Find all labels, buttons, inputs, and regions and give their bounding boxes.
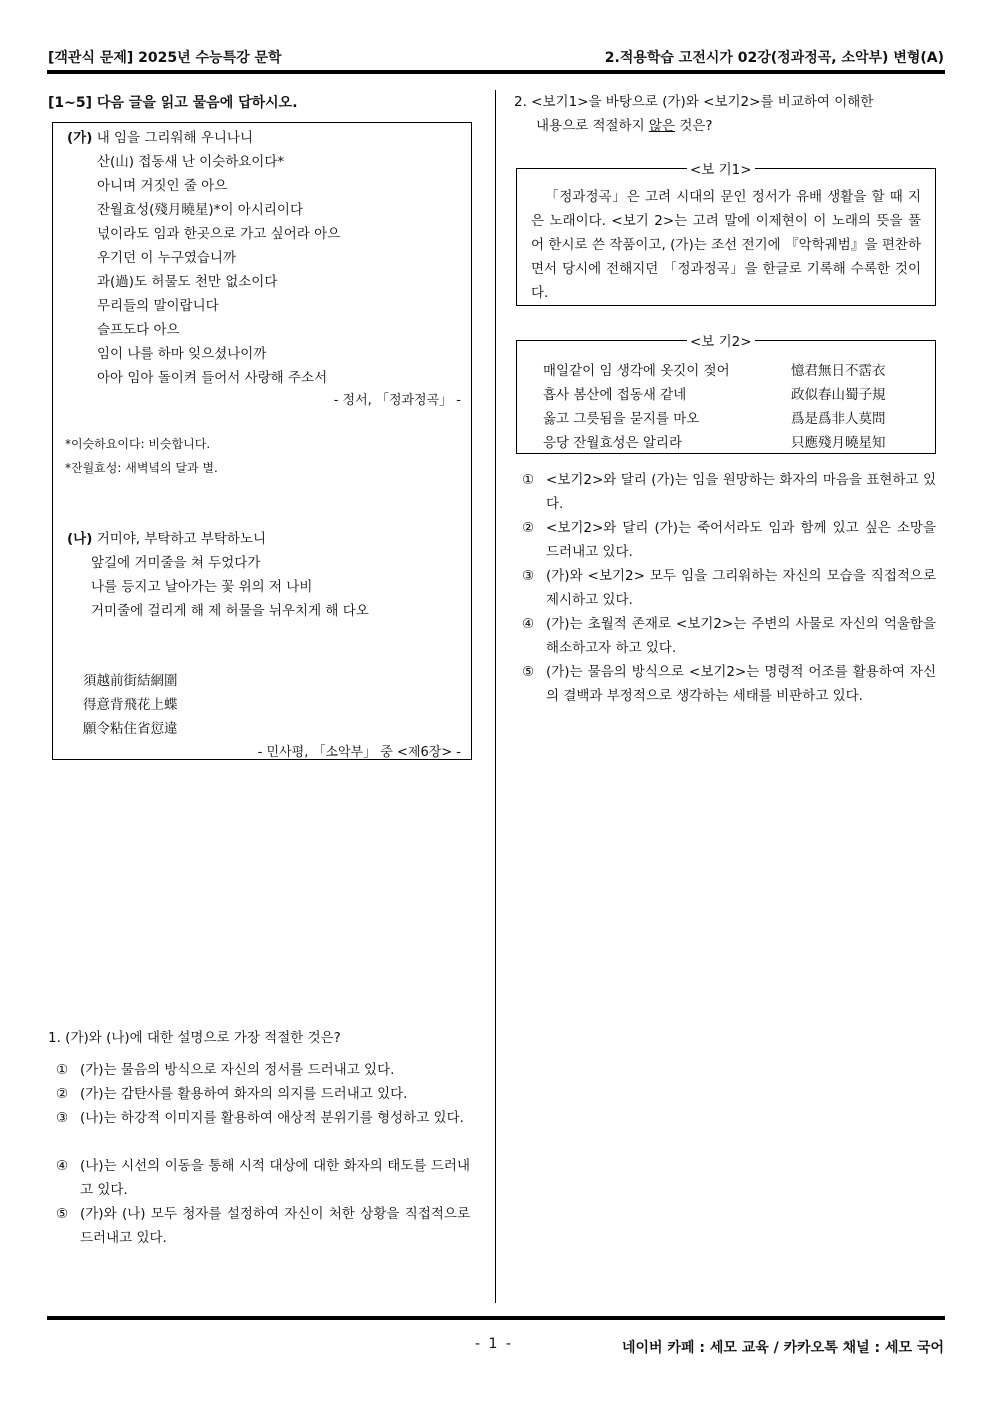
question-1-stem: 1. (가)와 (나)에 대한 설명으로 가장 적절한 것은? <box>48 1030 341 1046</box>
poem-line: 무리들의 말이랍니다 <box>97 298 219 314</box>
footnote: *이슷하요이다: 비슷합니다. <box>65 437 211 451</box>
poem-line: (가) 내 임을 그리워해 우니나니 <box>67 130 254 146</box>
footer-channel: 네이버 카페 : 세모 교육 / 카카오톡 채널 : 세모 국어 <box>621 1340 944 1356</box>
bogi2-hanja-line: 憶君無日不霑衣 <box>791 363 886 379</box>
q1-option-2[interactable]: ② (가)는 감탄사를 활용하여 화자의 의지를 드러내고 있다. <box>56 1086 408 1102</box>
q1-option-3[interactable]: ③ (나)는 하강적 이미지를 활용하여 애상적 분위기를 형성하고 있다. <box>56 1110 464 1126</box>
instruction: [1~5] 다음 글을 읽고 물음에 답하시오. <box>48 95 298 111</box>
bogi2-korean-line: 응당 잔월효성은 알리라 <box>543 435 682 451</box>
bogi2-korean-line: 옳고 그릇됨을 묻지를 마오 <box>543 411 700 427</box>
poem-line: 슬프도다 아으 <box>97 322 180 338</box>
passage-box <box>52 122 472 760</box>
poem-line: 잔월효성(殘月曉星)*이 아시리이다 <box>97 202 303 218</box>
footnote: *잔월효성: 새벽녘의 달과 별. <box>65 461 218 475</box>
bogi1-title: <보 기1> <box>687 158 755 178</box>
q1-option-4[interactable]: ④ (나)는 시선의 이동을 통해 시적 대상에 대한 화자의 태도를 드러내고 있다. <box>56 1158 470 1198</box>
question-2-stem: 2. <보기1>을 바탕으로 (가)와 <보기2>를 비교하여 이해한 내용으로 적절하지 않은 것은? <box>514 94 874 134</box>
poem-line: (나) 거미야, 부탁하고 부탁하노니 <box>67 531 267 547</box>
q1-option-5[interactable]: ⑤ (가)와 (나) 모두 청자를 설정하여 자신이 처한 상황을 직접적으로 드러내고 있다. <box>56 1206 470 1246</box>
passage-tag: (나) <box>67 531 93 547</box>
footer-rule <box>47 1316 945 1320</box>
passage-source: - 정서, 「정과정곡」 - <box>333 393 461 408</box>
poem-line: 앞길에 거미줄을 쳐 두었다가 <box>91 555 261 571</box>
header-left: [객관식 문제] 2025년 수능특강 문학 <box>48 50 282 66</box>
bogi2-hanja-line: 政似春山蜀子規 <box>791 387 886 403</box>
bogi2-korean-line: 흡사 봄산에 접동새 같네 <box>543 387 687 403</box>
bogi2-hanja-line: 只應殘月曉星知 <box>791 435 886 451</box>
column-divider <box>495 90 496 1303</box>
poem-line: 아아 임아 돌이켜 들어서 사랑해 주소서 <box>97 370 328 386</box>
bogi2-hanja-line: 爲是爲非人莫問 <box>791 411 886 427</box>
poem-line: 넋이라도 임과 한곳으로 가고 싶어라 아으 <box>97 226 341 242</box>
header-right: 2.적용학습 고전시가 02강(정과정곡, 소악부) 변형(A) <box>604 50 944 66</box>
poem-line: 산(山) 접동새 난 이슷하요이다* <box>97 154 285 170</box>
bogi2-box <box>516 334 936 454</box>
poem-line: 과(過)도 허물도 천만 없소이다 <box>97 274 278 290</box>
header-rule <box>47 70 945 74</box>
hanja-line: 願令粘住省愆違 <box>83 721 178 737</box>
q2-option-1[interactable]: ① <보기2>와 달리 (가)는 임을 원망하는 화자의 마음을 표현하고 있다. <box>522 472 936 512</box>
poem-line: 임이 나를 하마 잊으셨나이까 <box>97 346 267 362</box>
q2-option-3[interactable]: ③ (가)와 <보기2> 모두 임을 그리워하는 자신의 모습을 직접적으로 제시하고 있다. <box>522 568 936 608</box>
page-number: - 1 - <box>475 1336 513 1352</box>
poem-line: 거미줄에 걸리게 해 제 허물을 뉘우치게 해 다오 <box>91 603 369 619</box>
hanja-line: 須越前街結網圍 <box>83 673 178 689</box>
poem-line: 나를 등지고 날아가는 꽃 위의 저 나비 <box>91 579 313 595</box>
q2-option-5[interactable]: ⑤ (가)는 물음의 방식으로 <보기2>는 명령적 어조를 활용하여 자신의 결백과 부정적으로 생각하는 세태를 비판하고 있다. <box>522 664 936 704</box>
bogi2-korean-line: 매일같이 임 생각에 옷깃이 젖어 <box>543 363 730 379</box>
passage-tag: (가) <box>67 130 93 146</box>
bogi1-text: 「정과정곡」은 고려 시대의 문인 정서가 유배 생활을 할 때 지은 노래이다. <보기 2>는 고려 말에 이제현이 이 노래의 뜻을 풀어 한시로 쓴 작품이고, (가)는 조선 전기에 『악학궤범』을 편찬하면서 당시에 전해지던 「정과정곡」을 한글로 기록해 수록한 것이다. <box>531 189 921 301</box>
hanja-line: 得意背飛花上蝶 <box>83 697 178 713</box>
q1-option-1[interactable]: ① (가)는 물음의 방식으로 자신의 정서를 드러내고 있다. <box>56 1062 395 1078</box>
q2-option-2[interactable]: ② <보기2>와 달리 (가)는 죽어서라도 임과 함께 있고 싶은 소망을 드러내고 있다. <box>522 520 936 560</box>
passage-source: - 민사평, 「소악부」 중 <제6장> - <box>257 745 461 760</box>
bogi2-title: <보 기2> <box>687 330 755 350</box>
poem-line: 아니며 거짓인 줄 아으 <box>97 178 228 194</box>
poem-line: 우기던 이 누구였습니까 <box>97 250 236 266</box>
q2-option-4[interactable]: ④ (가)는 초월적 존재로 <보기2>는 주변의 사물로 자신의 억울함을 해소하고자 하고 있다. <box>522 616 936 656</box>
bogi1-box <box>516 162 936 306</box>
